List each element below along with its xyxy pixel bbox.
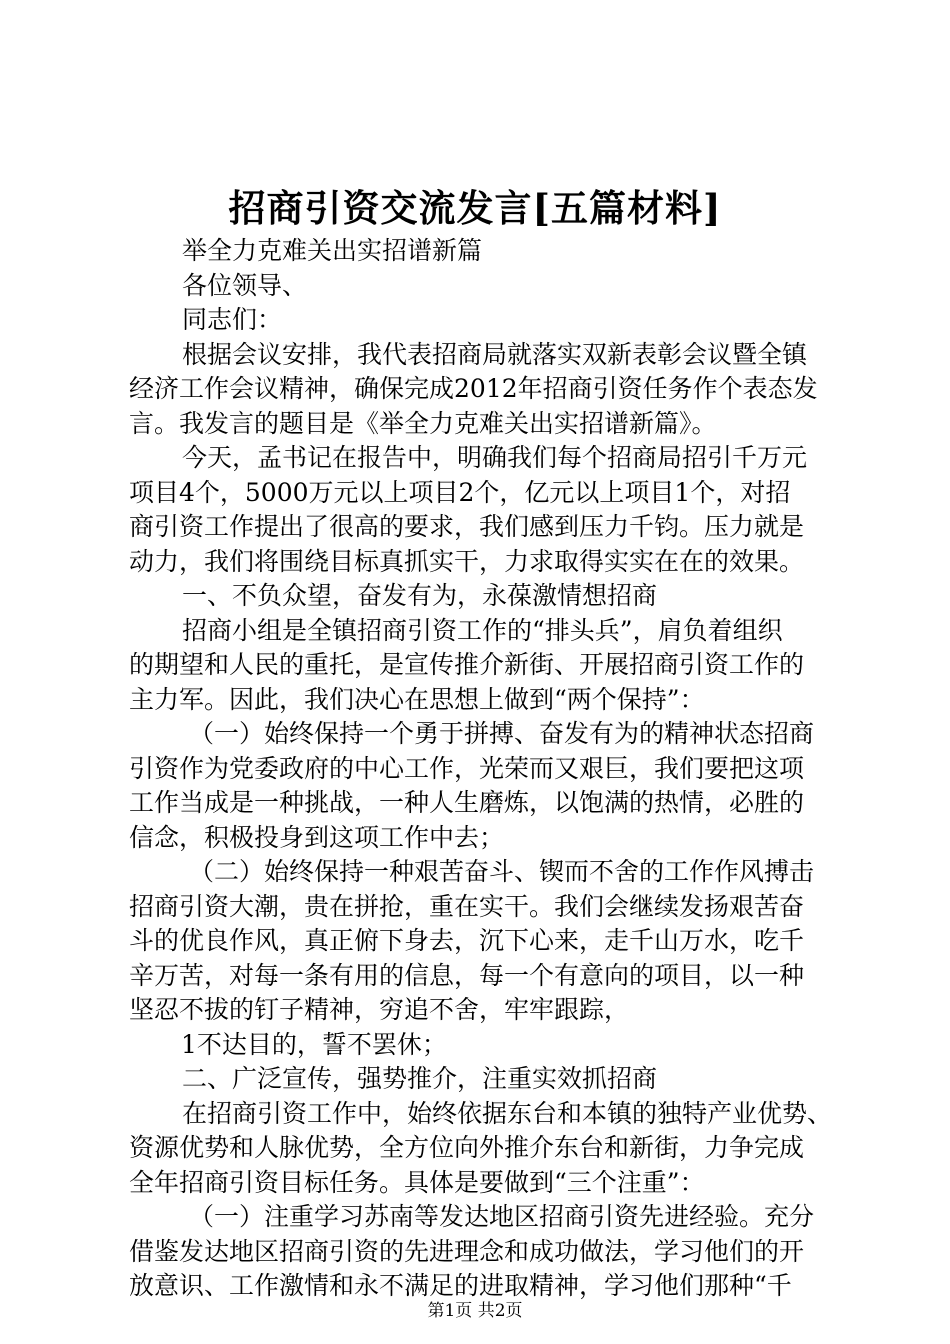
paragraph-line: 工作当成是一种挑战，一种人生磨炼，以饱满的热情，必胜的 bbox=[129, 788, 805, 817]
paragraph-line: 1不达目的，誓不罢休； bbox=[181, 1029, 447, 1059]
paragraph-line: 的期望和人民的重托，是宣传推介新街、开展招商引资工作的 bbox=[129, 650, 805, 679]
paragraph-line: （一）始终保持一个勇于拼搏、奋发有为的精神状态招商 bbox=[189, 719, 815, 748]
paragraph-line: 项目4个，5000万元以上项目2个，亿元以上项目1个，对招 bbox=[129, 477, 791, 507]
page-number-footer: 第1页 共2页 bbox=[427, 1301, 523, 1321]
paragraph-line: 辛万苦，对每一条有用的信息，每一个有意向的项目，以一种 bbox=[129, 960, 805, 990]
document-title: 招商引资交流发言[五篇材料] bbox=[228, 186, 722, 230]
document-body bbox=[129, 234, 841, 1304]
paragraph-line: 今天，孟书记在报告中，明确我们每个招商局招引千万元 bbox=[182, 443, 808, 472]
paragraph-line: 信念，积极投身到这项工作中去； bbox=[129, 822, 505, 852]
paragraph-line: 招商引资大潮，贵在拼抢，重在实干。我们会继续发扬艰苦奋 bbox=[129, 891, 805, 921]
paragraph-line: （二）始终保持一种艰苦奋斗、锲而不舍的工作作风搏击 bbox=[189, 857, 815, 886]
paragraph-line: （一）注重学习苏南等发达地区招商引资先进经验。充分 bbox=[189, 1202, 815, 1231]
paragraph-line: 招商小组是全镇招商引资工作的“排头兵”，肩负着组织 bbox=[182, 615, 783, 645]
salutation-line: 同志们： bbox=[182, 305, 283, 334]
paragraph-line: 坚忍不拔的钉子精神，穷追不舍，牢牢跟踪， bbox=[129, 995, 630, 1024]
paragraph-line: 资源优势和人脉优势，全方位向外推介东台和新街，力争完成 bbox=[129, 1133, 805, 1162]
section-heading: 二、广泛宣传，强势推介，注重实效抓招商 bbox=[182, 1064, 658, 1093]
paragraph-line: 经济工作会议精神，确保完成2012年招商引资任务作个表态发 bbox=[129, 374, 818, 403]
paragraph-line: 在招商引资工作中，始终依据东台和本镇的独特产业优势、 bbox=[182, 1098, 833, 1128]
paragraph-line: 放意识、工作激情和永不满足的进取精神，学习他们那种“千 bbox=[129, 1271, 792, 1300]
paragraph-line: 主力军。因此，我们决心在思想上做到“两个保持”： bbox=[129, 684, 705, 714]
paragraph-line: 引资作为党委政府的中心工作，光荣而又艰巨，我们要把这项 bbox=[129, 753, 805, 783]
paragraph-line: 借鉴发达地区招商引资的先进理念和成功做法，学习他们的开 bbox=[129, 1236, 805, 1266]
paragraph-line: 动力，我们将围绕目标真抓实干，力求取得实实在在的效果。 bbox=[129, 546, 805, 576]
paragraph-line: 言。我发言的题目是《举全力克难关出实招谱新篇》。 bbox=[129, 408, 717, 438]
paragraph-line: 根据会议安排，我代表招商局就落实双新表彰会议暨全镇 bbox=[182, 339, 808, 369]
paragraph-line: 全年招商引资目标任务。具体是要做到“三个注重”： bbox=[129, 1167, 705, 1197]
paragraph-line: 斗的优良作风，真正俯下身去，沉下心来，走千山万水，吃千 bbox=[129, 926, 805, 955]
salutation-line: 各位领导、 bbox=[182, 270, 308, 300]
paragraph-line: 商引资工作提出了很高的要求，我们感到压力千钧。压力就是 bbox=[129, 512, 805, 541]
section-heading: 一、不负众望，奋发有为，永葆激情想招商 bbox=[182, 581, 658, 610]
subtitle-line: 举全力克难关出实招谱新篇 bbox=[182, 236, 483, 265]
